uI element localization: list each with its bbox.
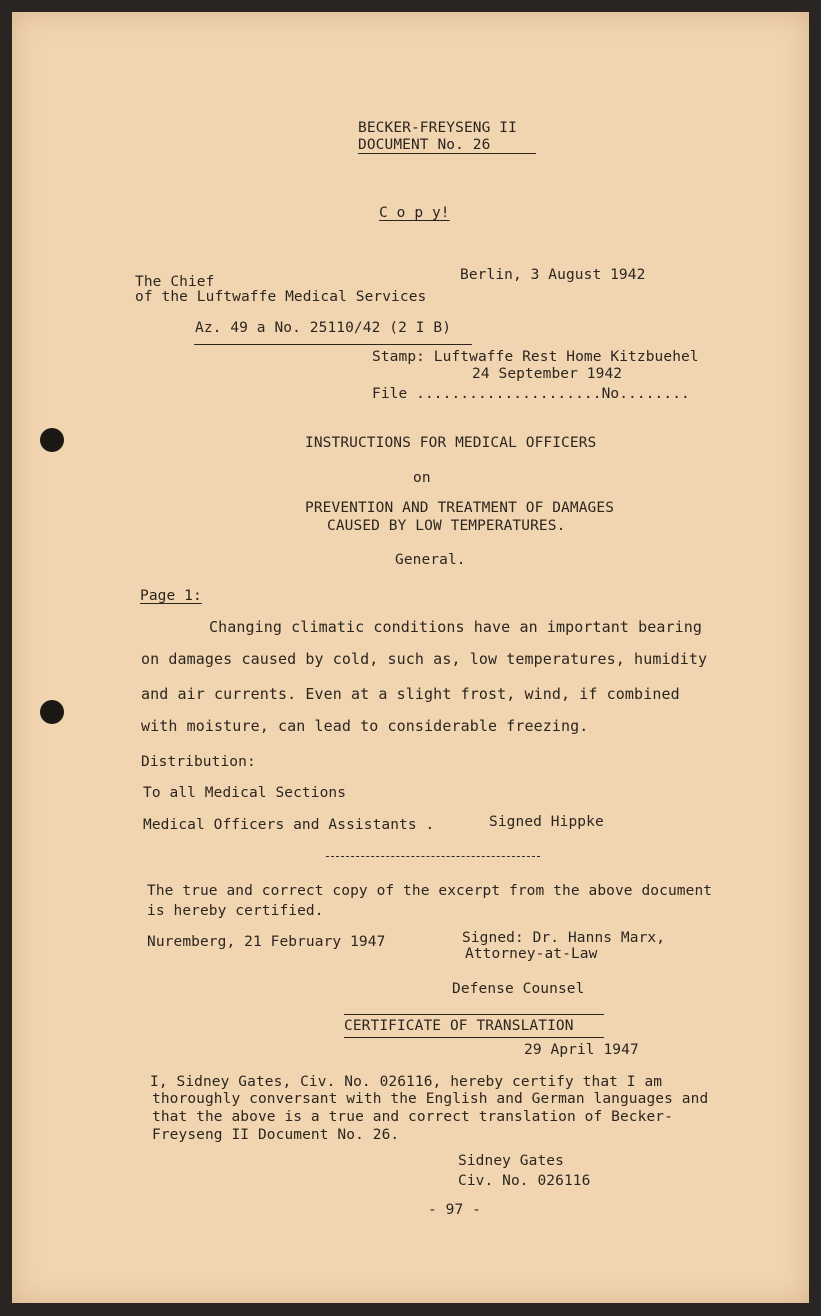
translation-heading-overline	[344, 1014, 604, 1015]
distribution-label: Distribution:	[141, 754, 256, 770]
certification-signed-line1: Signed: Dr. Hanns Marx,	[462, 930, 666, 946]
page-number: - 97 -	[428, 1202, 481, 1218]
translation-line4: Freyseng II Document No. 26.	[152, 1127, 400, 1143]
separator-line	[326, 856, 540, 857]
defense-counsel: Defense Counsel	[452, 981, 585, 997]
copy-label: C o p y!	[379, 205, 450, 221]
paragraph-line2: on damages caused by cold, such as, low temperatures, humidity	[141, 650, 708, 668]
punch-hole-lower	[40, 700, 64, 724]
stamp-file-line: File .....................No........	[372, 386, 690, 402]
signed-hippke: Signed Hippke	[489, 814, 604, 830]
distribution-line2: Medical Officers and Assistants .	[143, 817, 435, 833]
translator-civ-number: Civ. No. 026116	[458, 1173, 591, 1189]
stamp-line1: Stamp: Luftwaffe Rest Home Kitzbuehel	[372, 349, 699, 365]
punch-hole-upper	[40, 428, 64, 452]
stamp-line2: 24 September 1942	[472, 366, 623, 382]
distribution-line1: To all Medical Sections	[143, 785, 347, 801]
translation-heading: CERTIFICATE OF TRANSLATION	[344, 1018, 574, 1034]
doc-ref-underline	[358, 153, 536, 154]
page-label: Page 1:	[140, 588, 202, 604]
certification-place-date: Nuremberg, 21 February 1947	[147, 934, 386, 950]
paragraph-line3: and air currents. Even at a slight frost, wind, if combined	[141, 685, 680, 703]
file-reference: Az. 49 a No. 25110/42 (2 I B)	[195, 320, 452, 336]
title-line4: CAUSED BY LOW TEMPERATURES.	[327, 518, 566, 534]
certification-line1: The true and correct copy of the excerpt from the above document	[147, 883, 713, 899]
section-heading: General.	[395, 552, 466, 568]
sender-line1: The Chief	[135, 274, 215, 290]
translation-line3: that the above is a true and correct translation of Becker-	[152, 1109, 673, 1125]
doc-ref-line2: DOCUMENT No. 26	[358, 137, 491, 153]
translation-heading-underline	[344, 1037, 604, 1038]
place-date: Berlin, 3 August 1942	[460, 267, 646, 283]
translation-line1: I, Sidney Gates, Civ. No. 026116, hereby certify that I am	[150, 1074, 663, 1090]
certification-signed-line2: Attorney-at-Law	[465, 946, 598, 962]
sender-line2: of the Luftwaffe Medical Services	[135, 289, 427, 305]
title-line1: INSTRUCTIONS FOR MEDICAL OFFICERS	[305, 435, 597, 451]
translator-name: Sidney Gates	[458, 1153, 564, 1169]
paragraph-line1: Changing climatic conditions have an important bearing	[209, 618, 703, 636]
title-line3: PREVENTION AND TREATMENT OF DAMAGES	[305, 500, 615, 516]
translation-date: 29 April 1947	[524, 1042, 639, 1058]
title-line2: on	[413, 470, 431, 486]
paragraph-line4: with moisture, can lead to considerable freezing.	[141, 717, 589, 735]
certification-line2: is hereby certified.	[147, 903, 324, 919]
file-ref-underline	[194, 344, 472, 345]
doc-ref-line1: BECKER-FREYSENG II	[358, 120, 517, 136]
translation-line2: thoroughly conversant with the English and German languages and	[152, 1091, 709, 1107]
